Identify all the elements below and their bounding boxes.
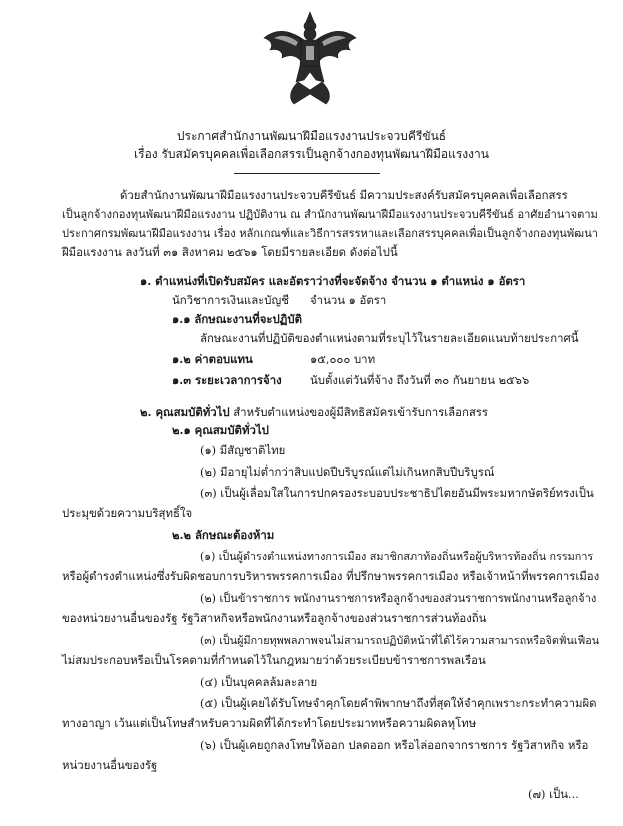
section-2-1-heading: ๒.๑ คุณสมบัติทั่วไป [172,423,269,437]
qualification-item: (๓) เป็นผู้เลื่อมใสในการปกครองระบอบประชาธิปไตยอันมีพระมหากษัตริย์ทรงเป็น [200,486,594,500]
title-divider [234,173,380,174]
section-1-1-heading: ๑.๑ ลักษณะงานที่จะปฏิบัติ [172,312,303,326]
intro-line: เป็นลูกจ้างกองทุนพัฒนาฝีมือแรงงาน ปฏิบัติงาน ณ สำนักงานพัฒนาฝีมือแรงงานประจวบคีรีขันธ์ อาศัยอำนาจตาม [62,208,598,221]
prohibition-line: (๓) เป็นผู้มีกายทุพพลภาพจนไม่สามารถปฏิบัติหน้าที่ได้ไร้ความสามารถหรือจิตฟั่นเฟือน [200,634,600,647]
intro-line: ฝีมือแรงงาน ลงวันที่ ๓๑ สิงหาคม ๒๕๖๑ โดยมีรายละเอียด ดังต่อไปนี้ [62,245,398,259]
section-1-1-text: ลักษณะงานที่ปฏิบัติของตำแหน่งตามที่ระบุไว้ในรายละเอียดแนบท้ายประกาศนี้ [200,331,579,345]
prohibition-line: (๑) เป็นผู้ดำรงตำแหน่งทางการเมือง สมาชิกสภาท้องถิ่นหรือผู้บริหารท้องถิ่น กรรมการ [200,550,594,563]
section-2-heading-line [140,405,488,420]
prohibition-line: หรือผู้ดำรงตำแหน่งซึ่งรับผิดชอบการบริหารพรรคการเมือง ที่ปรึกษาพรรคการเมือง หรือเจ้าหน้าที่พรรคการเมือง [62,569,600,583]
section-2-heading-rest: สำหรับตำแหน่งของผู้มีสิทธิสมัครเข้ารับการเลือกสรร [229,405,489,419]
qualification-item-cont: ประมุขด้วยความบริสุทธิ์ใจ [62,506,193,520]
prohibition-line: หน่วยงานอื่นของรัฐ [62,758,158,772]
section-2-2-heading: ๒.๒ ลักษณะต้องห้าม [172,528,275,542]
section-1-3-heading: ๑.๓ ระยะเวลาการจ้าง [172,373,282,387]
prohibition-line: (๔) เป็นบุคคลล้มละลาย [200,675,318,689]
prohibition-line: (๒) เป็นข้าราชการ พนักงานราชการหรือลูกจ้างของส่วนราชการพนักงานหรือลูกจ้าง [200,592,597,605]
page-continuation: (๗) เป็น... [528,787,579,801]
announcement-title: ประกาศสำนักงานพัฒนาฝีมือแรงงานประจวบคีรีขันธ์ [176,129,447,143]
garuda-emblem [260,10,360,106]
prohibition-line: ทางอาญา เว้นแต่เป็นโทษสำหรับความผิดที่ได้กระทำโดยประมาทหรือความผิดลหุโทษ [62,716,477,730]
section-1-heading: ๑. ตำแหน่งที่เปิดรับสมัคร และอัตราว่างที่จะจัดจ้าง จำนวน ๑ ตำแหน่ง ๑ อัตรา [140,274,526,288]
position-count: จำนวน ๑ อัตรา [310,293,387,307]
employment-period: นับตั้งแต่วันที่จ้าง ถึงวันที่ ๓๐ กันยายน ๒๕๖๖ [310,373,530,387]
qualification-item: (๒) มีอายุไม่ต่ำกว่าสิบแปดปีบริบูรณ์แต่ไม่เกินหกสิบปีบริบูรณ์ [200,465,495,479]
prohibition-line: ของหน่วยงานอื่นของรัฐ รัฐวิสาหกิจหรือพนักงานหรือลูกจ้างของส่วนราชการส่วนท้องถิ่น [62,611,487,625]
intro-line: ประกาศกรมพัฒนาฝีมือแรงงาน เรื่อง หลักเกณฑ์และวิธีการสรรหาและเลือกสรรบุคคลเพื่อเป็นลูกจ้างกองทุนพัฒนา [62,227,599,240]
prohibition-line: (๖) เป็นผู้เคยถูกลงโทษให้ออก ปลดออก หรือไล่ออกจากราชการ รัฐวิสาหกิจ หรือ [200,738,589,752]
section-1-2-heading: ๑.๒ ค่าตอบแทน [172,352,253,366]
intro-line: ด้วยสำนักงานพัฒนาฝีมือแรงงานประจวบคีรีขันธ์ มีความประสงค์รับสมัครบุคคลเพื่อเลือกสรร [120,188,568,202]
prohibition-line: ไม่สมประกอบหรือเป็นโรคตามที่กำหนดไว้ในกฎหมายว่าด้วยระเบียบข้าราชการพลเรือน [62,653,486,667]
compensation-value: ๑๕,๐๐๐ บาท [310,352,376,366]
position-name: นักวิชาการเงินและบัญชี [172,293,289,307]
qualification-item: (๑) มีสัญชาติไทย [200,443,286,457]
section-2-heading: ๒. คุณสมบัติทั่วไป [140,405,230,419]
prohibition-line: (๕) เป็นผู้เคยได้รับโทษจำคุกโดยคำพิพากษาถึงที่สุดให้จำคุกเพราะกระทำความผิด [200,696,597,710]
announcement-subject: เรื่อง รับสมัครบุคคลเพื่อเลือกสรรเป็นลูกจ้างกองทุนพัฒนาฝีมือแรงงาน [134,147,489,161]
